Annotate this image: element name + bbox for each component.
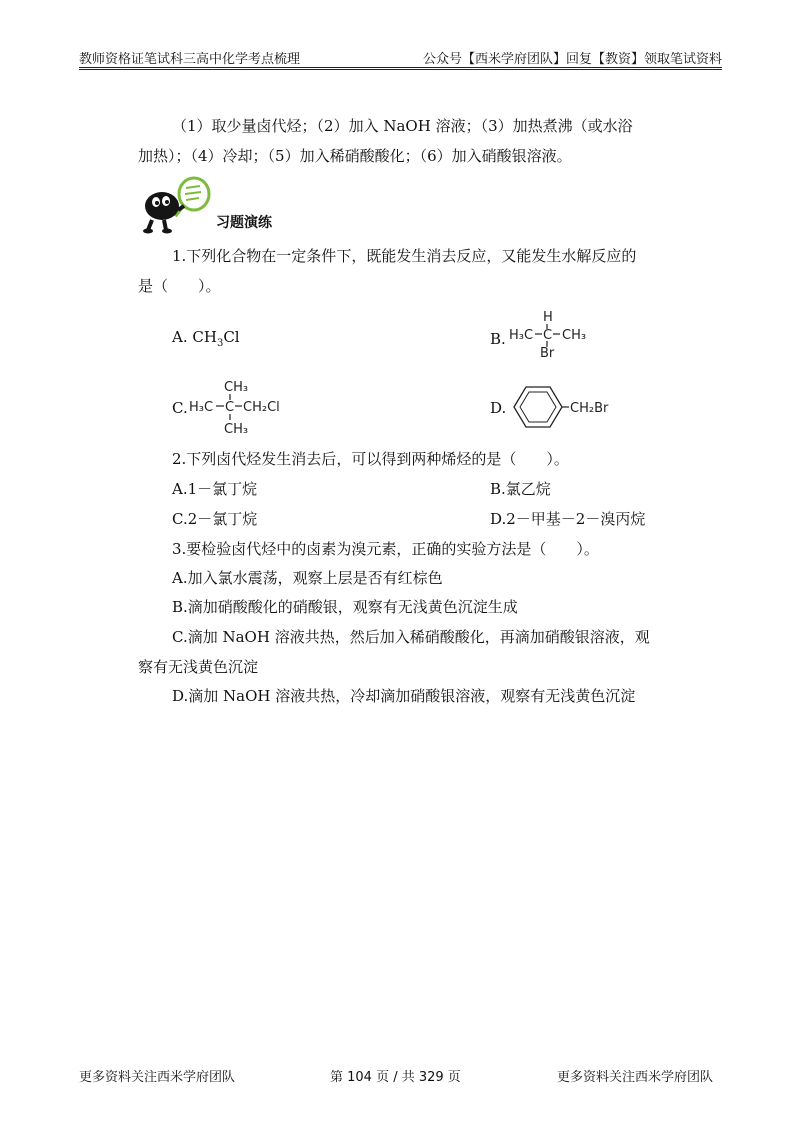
q1-stem-line-2: 是（ ）。 [138,277,221,295]
steps-line-1: （1）取少量卤代烃；（2）加入 NaOH 溶液；（3）加热煮沸（或水浴 [172,117,633,135]
q1-option-d-label: D. [490,399,507,417]
q2-stem: 2.下列卤代烃发生消去后，可以得到两种烯烃的是（ ）。 [172,450,569,468]
q1-option-a-tail: Cl [223,328,240,346]
q2-option-c: C.2－氯丁烷 [172,510,258,528]
footer-left: 更多资料关注西米学府团队 [79,1070,236,1085]
q2-option-b: B.氯乙烷 [490,480,551,498]
svg-text:C: C [543,328,553,343]
c-group-bottom: CH₃ [224,422,249,437]
footer-right: 更多资料关注西米学府团队 [557,1070,714,1085]
q3-stem: 3.要检验卤代烃中的卤素为溴元素，正确的实验方法是（ ）。 [172,540,599,558]
steps-line-2: 加热）；（4）冷却；（5）加入稀硝酸酸化；（6）加入硝酸银溶液。 [138,147,572,165]
q1-option-a [172,327,240,354]
c-group-right: CH₂Cl [243,400,280,415]
footer-page-number: 第 104 页 / 共 329 页 [330,1070,461,1085]
d-group-right: CH₂Br [570,401,609,416]
q1-option-d-structure [506,383,624,433]
q3-option-d: D.滴加 NaOH 溶液共热，冷却滴加硝酸银溶液，观察有无浅黄色沉淀 [172,687,636,705]
b-atom-top: H [543,310,553,325]
b-group-left: H₃C [509,328,534,343]
q3-option-a: A.加入氯水震荡，观察上层是否有红棕色 [172,569,443,587]
q1-option-b-label: B. [490,330,506,348]
c-group-left: H₃C [189,400,214,415]
section-title: 习题演练 [216,215,272,231]
q2-option-d: D.2－甲基－2－溴丙烷 [490,510,646,528]
b-group-right: CH₃ [562,328,587,343]
q1-option-a-subscript: 3 [216,338,224,349]
svg-text:C: C [225,400,235,415]
q3-option-c-line-2: 察有无浅黄色沉淀 [138,658,259,676]
q1-option-b-structure [507,308,607,360]
b-atom-bottom: Br [540,346,555,360]
q1-option-c-structure [186,376,296,440]
q3-option-c-line-1: C.滴加 NaOH 溶液共热，然后加入稀硝酸酸化，再滴加硝酸银溶液，观 [172,628,650,646]
header-divider [79,67,722,70]
mascot-magnifier-icon [142,176,214,234]
header-right-note: 公众号【西米学府团队】回复【教资】领取笔试资料 [422,52,722,67]
page-header [79,40,722,66]
q1-option-c-label: C. [172,399,188,417]
q1-option-a-main: A. CH [172,328,217,346]
q3-option-b: B.滴加硝酸酸化的硝酸银，观察有无浅黄色沉淀生成 [172,598,518,616]
q2-option-a: A.1－氯丁烷 [172,480,258,498]
header-left-title: 教师资格证笔试科三高中化学考点梳理 [79,52,301,67]
q1-stem-line-1: 1.下列化合物在一定条件下，既能发生消去反应，又能发生水解反应的 [172,247,637,265]
c-group-top: CH₃ [224,380,249,395]
